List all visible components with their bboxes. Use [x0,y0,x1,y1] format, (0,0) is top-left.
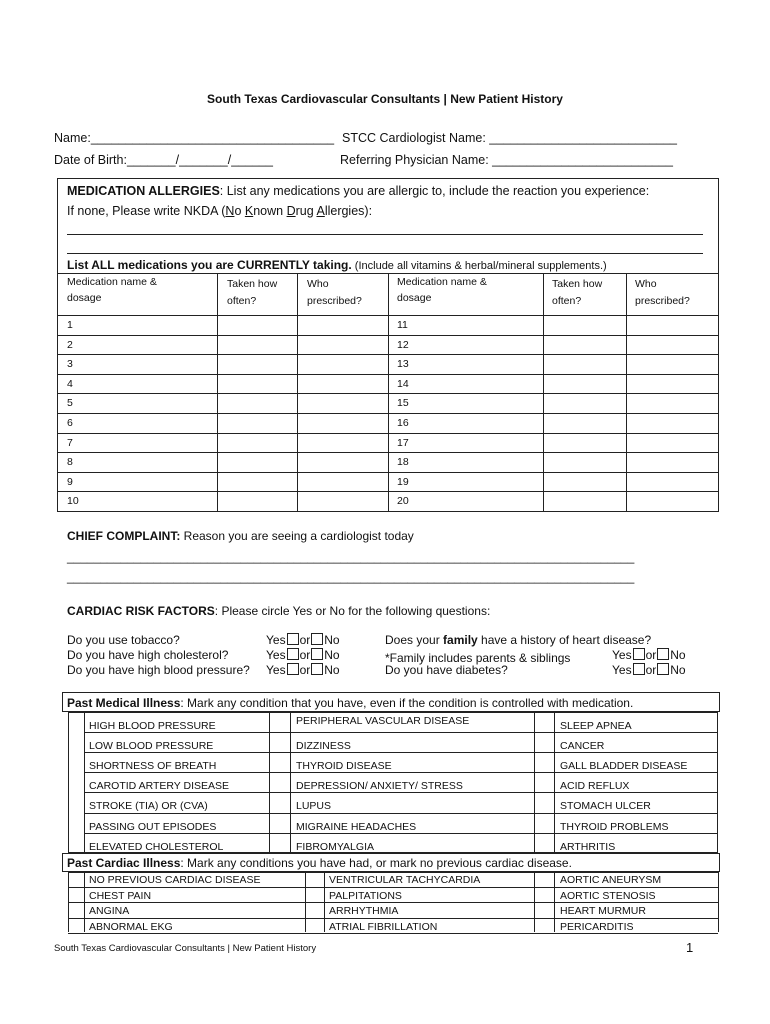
yes-no-blood-pressure[interactable]: Yes or No [266,663,340,677]
pmi-text: : Mark any condition that you have, even if the condition is controlled with medication. [180,696,634,710]
referring-physician-field[interactable]: Referring Physician Name: __________________________ [340,153,673,167]
medications-prompt [67,258,607,272]
pci-checkbox[interactable] [306,873,323,887]
col-med-name: Medication name & [67,276,157,288]
pci-checkbox[interactable] [306,889,323,903]
pmi-checkbox[interactable] [270,753,289,771]
pmi-checkbox[interactable] [69,834,83,852]
col-med-dosage-right: dosage [397,292,432,304]
allergies-prompt [67,184,649,198]
footer-text: South Texas Cardiovascular Consultants | New Patient History [54,943,317,954]
yes-checkbox[interactable] [287,633,299,645]
medication-row-number: 7 [67,437,73,449]
medication-row-number: 11 [397,319,408,331]
yes-no-family-history[interactable]: Yes or No [612,648,686,662]
pmi-condition: THYROID DISEASE [296,760,392,772]
col-who-right: Who [635,278,657,290]
yes-checkbox[interactable] [287,648,299,660]
pmi-checkbox[interactable] [69,814,83,832]
pmi-condition: LOW BLOOD PRESSURE [89,740,214,752]
pci-checkbox[interactable] [306,904,323,918]
pci-condition: ANGINA [89,905,130,917]
medication-row-divider [58,433,718,434]
pmi-checkbox[interactable] [535,733,553,751]
no-checkbox[interactable] [311,663,323,675]
pmi-row-divider [84,772,717,773]
pmi-condition: PERIPHERAL VASCULAR DISEASE [296,715,470,727]
col-who: Who [307,278,329,290]
medication-row-number: 1 [67,319,73,331]
allergies-input-line-1[interactable] [67,234,703,235]
pci-text: : Mark any conditions you have had, or mark no previous cardiac disease. [180,856,572,870]
pci-row-divider [68,933,718,934]
pci-condition: ABNORMAL EKG [89,921,173,933]
pci-prompt [67,856,572,870]
pci-condition: HEART MURMUR [560,905,646,917]
pmi-condition: CANCER [560,740,605,752]
medication-row-number: 10 [67,495,79,507]
medication-row-divider [58,393,718,394]
medication-row-number: 8 [67,456,73,468]
question-family-history: Does your family have a history of heart disease? [385,633,652,647]
pmi-checkbox[interactable] [69,713,83,731]
pci-condition: PERICARDITIS [560,921,634,933]
nkda-instruction: If none, Please write NKDA (No Known Drug Allergies): [67,204,373,218]
pci-checkbox[interactable] [69,873,83,887]
medication-row-number: 14 [397,378,409,390]
question-tobacco: Do you use tobacco? [67,633,180,647]
yes-checkbox[interactable] [633,648,645,660]
pci-condition: VENTRICULAR TACHYCARDIA [329,874,481,886]
pci-checkbox[interactable] [69,920,83,934]
pmi-prompt [67,696,633,710]
no-checkbox[interactable] [657,663,669,675]
yes-no-tobacco[interactable]: Yes or No [266,633,340,647]
medication-row-number: 3 [67,358,73,370]
medication-row-number: 6 [67,417,73,429]
pmi-checkbox[interactable] [270,733,289,751]
yes-checkbox[interactable] [633,663,645,675]
pmi-checkbox[interactable] [535,834,553,852]
pmi-condition: THYROID PROBLEMS [560,821,669,833]
pci-checkbox[interactable] [306,920,323,934]
pci-condition: AORTIC STENOSIS [560,890,656,902]
pmi-checkbox[interactable] [535,814,553,832]
pci-condition: AORTIC ANEURYSM [560,874,662,886]
risk-factors-heading: CARDIAC RISK FACTORS [67,604,215,618]
pmi-condition: ELEVATED CHOLESTEROL [89,841,224,853]
pmi-condition: ACID REFLUX [560,780,630,792]
pmi-condition: MIGRAINE HEADACHES [296,821,417,833]
col-prescribed: prescribed? [307,295,362,307]
pci-heading: Past Cardiac Illness [67,856,181,870]
question-blood-pressure: Do you have high blood pressure? [67,663,250,677]
pmi-condition: STROKE (TIA) OR (CVA) [89,800,208,812]
pmi-condition: HIGH BLOOD PRESSURE [89,720,216,732]
pci-checkbox[interactable] [535,873,553,887]
pmi-heading: Past Medical Illness [67,696,181,710]
pci-row-divider [68,918,718,919]
col-prescribed-right: prescribed? [635,295,690,307]
pmi-checkbox[interactable] [69,773,83,791]
name-field[interactable]: Name:___________________________________ [54,131,335,145]
pmi-checkbox[interactable] [535,753,553,771]
pmi-checkbox[interactable] [535,793,553,811]
pci-condition: ARRHYTHMIA [329,905,399,917]
pmi-row-divider [84,792,717,793]
pci-checkbox[interactable] [535,904,553,918]
medication-row-number: 17 [397,437,409,449]
pmi-condition: CAROTID ARTERY DISEASE [89,780,230,792]
pci-row-divider [68,887,718,888]
medication-row-number: 4 [67,378,73,390]
col-taken-how: Taken how [227,278,278,290]
stcc-cardiologist-field[interactable]: STCC Cardiologist Name: ___________________________ [342,131,677,145]
pmi-condition: SLEEP APNEA [560,720,632,732]
medication-row-number: 15 [397,397,409,409]
pci-condition: PALPITATIONS [329,890,402,902]
medication-row-number: 2 [67,339,73,351]
allergies-heading: MEDICATION ALLERGIES [67,184,220,198]
question-cholesterol: Do you have high cholesterol? [67,648,229,662]
risk-factors-prompt [67,604,490,618]
pci-condition: CHEST PAIN [89,890,152,902]
pmi-condition: LUPUS [296,800,332,812]
allergies-input-line-2[interactable] [67,253,703,254]
yes-no-cholesterol[interactable]: Yes or No [266,648,340,662]
medication-row-number: 5 [67,397,73,409]
col-often-right: often? [552,295,582,307]
medication-row-divider [58,354,718,355]
medication-row-divider [58,491,718,492]
family-note: *Family includes parents & siblings [385,651,571,665]
no-checkbox[interactable] [311,633,323,645]
pci-checkbox[interactable] [535,889,553,903]
pmi-condition: DIZZINESS [296,740,351,752]
medication-row-divider [58,335,718,336]
pmi-row-divider [84,732,717,733]
pmi-checkbox[interactable] [270,834,289,852]
pmi-checkbox[interactable] [535,713,553,731]
risk-factors-text: : Please circle Yes or No for the following questions: [214,604,491,618]
medications-note: (Include all vitamins & herbal/mineral supplements.) [351,260,607,272]
col-taken-how-right: Taken how [552,278,603,290]
pmi-condition: FIBROMYALGIA [296,841,374,853]
pci-condition: NO PREVIOUS CARDIAC DISEASE [89,874,261,886]
medication-row-number: 16 [397,417,409,429]
pmi-checkbox[interactable] [270,814,289,832]
pmi-checkbox[interactable] [69,753,83,771]
pmi-checkbox[interactable] [270,773,289,791]
chief-complaint-text: Reason you are seeing a cardiologist today [180,529,414,543]
pci-condition: ATRIAL FIBRILLATION [329,921,438,933]
no-checkbox[interactable] [311,648,323,660]
col-med-name-right: Medication name & [397,276,487,288]
medication-row-number: 12 [397,339,409,351]
page-number: 1 [686,940,694,955]
pmi-row-divider [84,833,717,834]
pmi-condition: PASSING OUT EPISODES [89,821,217,833]
pmi-checkbox[interactable] [69,733,83,751]
question-diabetes: Do you have diabetes? [385,663,508,677]
medication-row-divider [58,452,718,453]
pci-checkbox[interactable] [535,920,553,934]
allergies-text: : List any medications you are allergic to, include the reaction you experience: [219,184,650,198]
medication-row-divider [58,374,718,375]
chief-complaint-prompt [67,529,414,543]
pmi-condition: ARTHRITIS [560,841,616,853]
pci-checkbox[interactable] [69,889,83,903]
pmi-condition: STOMACH ULCER [560,800,651,812]
pci-row-divider [68,902,718,903]
pmi-checkbox[interactable] [270,793,289,811]
medication-row-divider [58,472,718,473]
chief-complaint-heading: CHIEF COMPLAINT: [67,529,181,543]
yes-no-diabetes[interactable]: Yes or No [612,663,686,677]
pci-checkbox[interactable] [69,904,83,918]
medication-row-number: 18 [397,456,409,468]
col-often: often? [227,295,257,307]
pmi-checkbox[interactable] [535,773,553,791]
yes-checkbox[interactable] [287,663,299,675]
medications-heading: List ALL medications you are CURRENTLY taking. [67,258,352,272]
chief-complaint-line-2[interactable]: _____________________________________________________________________________________ [67,570,635,584]
col-med-dosage: dosage [67,292,102,304]
page-title: South Texas Cardiovascular Consultants | New Patient History [207,92,563,106]
pmi-row-divider [84,813,717,814]
date-of-birth-field[interactable]: Date of Birth:_______/_______/______ [54,153,273,167]
medication-row-number: 19 [397,476,409,488]
chief-complaint-line-1[interactable]: _____________________________________________________________________________________ [67,550,635,564]
medication-row-divider [58,413,718,414]
pmi-condition: DEPRESSION/ ANXIETY/ STRESS [296,780,463,792]
medication-row-number: 13 [397,358,409,370]
pmi-checkbox[interactable] [69,793,83,811]
no-checkbox[interactable] [657,648,669,660]
medication-row-number: 9 [67,476,73,488]
pmi-row-divider [84,752,717,753]
pmi-checkbox[interactable] [270,713,289,731]
medication-row-number: 20 [397,495,409,507]
pmi-condition: GALL BLADDER DISEASE [560,760,688,772]
pmi-condition: SHORTNESS OF BREATH [89,760,217,772]
